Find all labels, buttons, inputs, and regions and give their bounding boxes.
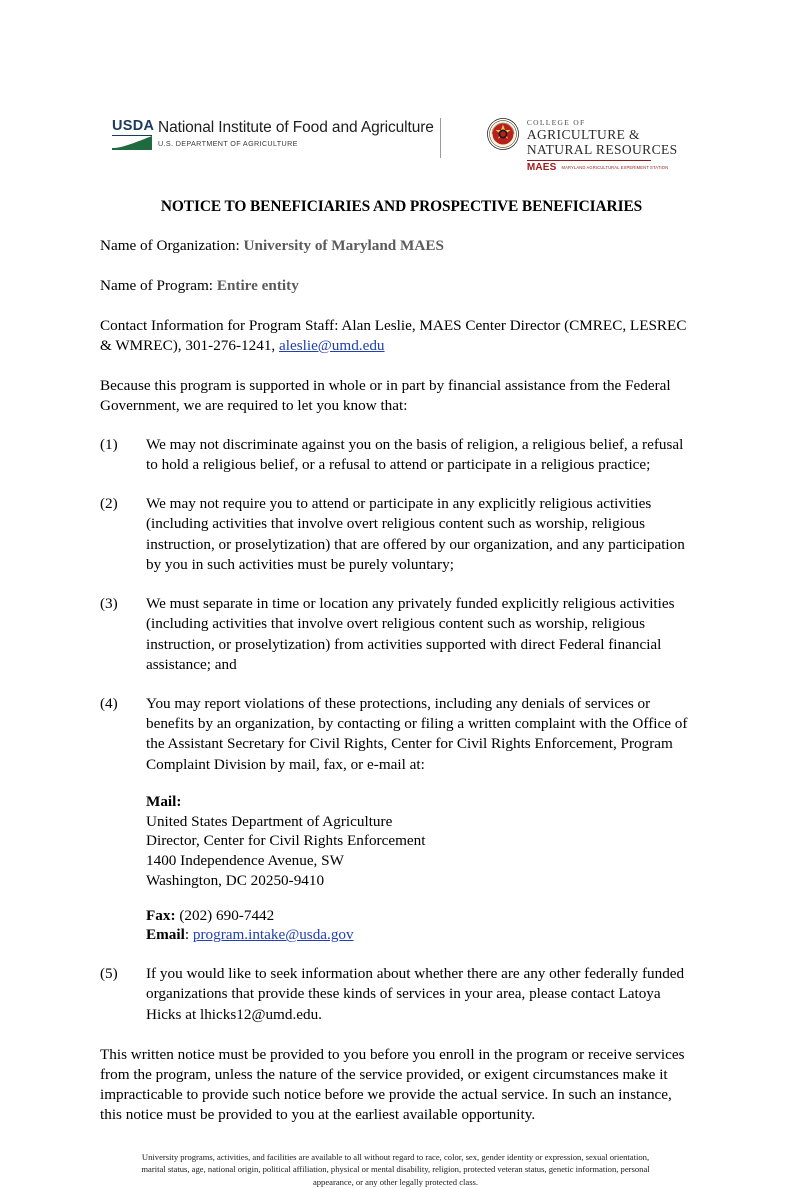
- email-line: [146, 925, 691, 945]
- page-title: NOTICE TO BENEFICIARIES AND PROSPECTIVE BENEFICIARIES: [160, 198, 643, 215]
- usda-email-link[interactable]: program.intake@usda.gov: [192, 926, 354, 944]
- mail-label: Mail:: [146, 792, 182, 810]
- logo-divider: [440, 118, 441, 158]
- field-program-label: Name of Program:: [100, 276, 214, 294]
- list-item-text: We may not require you to attend or participate in any explicitly religious activities (including activities that involve overt religious content such as worship, religious instruction, or proselytization) that are offered by our organization, and any participation by you in such activities must be purely voluntary;: [146, 495, 685, 573]
- usda-agency-title: National Institute of Food and Agriculture: [158, 119, 434, 136]
- maes-wordmark: MAES: [526, 162, 557, 174]
- list-item-number: (2): [100, 495, 118, 513]
- maes-row: [527, 162, 678, 173]
- mail-address-line-4: Washington, DC 20250-9410: [146, 871, 325, 889]
- fax-line: [146, 906, 691, 926]
- list-item: [100, 435, 691, 475]
- closing-paragraph: This written notice must be provided to you before you enroll in the program or receive services from the program, unless the nature of the service provided, or exigent circumstances make it impracticable to provide such notice before we provide the actual service. In such an instance, this notice must be provided to you at the earliest available opportunity.: [100, 1045, 685, 1123]
- header-logos: [100, 0, 691, 180]
- usda-mark: [112, 118, 155, 151]
- mail-address-line-1: United States Department of Agriculture: [146, 812, 393, 830]
- list-item: [100, 964, 691, 1025]
- list-item-number: (5): [100, 965, 118, 983]
- contact-email-link[interactable]: aleslie@umd.edu: [279, 336, 385, 354]
- list-item: [100, 694, 691, 775]
- usda-swoosh-icon: [112, 135, 152, 151]
- field-organization: [100, 236, 691, 256]
- cans-eyebrow: COLLEGE OF: [526, 118, 586, 127]
- fax-value: (202) 690-7442: [175, 906, 275, 924]
- email-label: Email: [146, 926, 185, 944]
- field-program-value: Entire entity: [216, 276, 299, 294]
- list-item: [100, 594, 691, 675]
- list-item-text: If you would like to seek information about whether there are any other federally funded organizations that provide these kinds of services in your area, please contact Latoya Hicks at lhicks12@umd.edu.: [146, 965, 685, 1023]
- list-item-number: (4): [100, 694, 118, 712]
- usda-wordmark: USDA: [112, 118, 155, 134]
- list-item-text: We must separate in time or location any privately funded explicitly religious activities (including activities that involve overt religious content such as worship, religious instruction, or proselytization) from activities supported with direct Federal financial assistance; and: [146, 595, 675, 673]
- cans-line-2: NATURAL RESOURCES: [526, 142, 678, 158]
- umd-seal-icon: [487, 118, 519, 150]
- list-item-text: You may report violations of these protections, including any denials of services or benefits by an organization, by contacting or filing a written complaint with the Office of the Assistant Secretary for Civil Rights, Center for Civil Rights Enforcement, Program Complaint Division by mail, fax, or e-mail at:: [146, 694, 688, 773]
- usda-text-block: [158, 118, 434, 148]
- mail-contact-block: [146, 792, 691, 945]
- field-organization-value: University of Maryland MAES: [243, 237, 444, 254]
- list-item: [100, 494, 691, 575]
- fax-label: Fax:: [146, 906, 176, 924]
- list-item-text: We may not discriminate against you on the basis of religion, a religious belief, a refusal to hold a religious belief, or a refusal to attend or participate in a religious practice;: [146, 435, 684, 473]
- list-item-number: (3): [100, 595, 118, 613]
- usda-department-subtitle: U.S. DEPARTMENT OF AGRICULTURE: [158, 139, 298, 149]
- mail-address-line-3: 1400 Independence Avenue, SW: [146, 852, 344, 870]
- contact-information: [100, 316, 691, 356]
- field-organization-label: Name of Organization:: [100, 237, 240, 254]
- mail-address-line-2: Director, Center for Civil Rights Enforcement: [146, 832, 426, 850]
- contact-label: Contact Information for Program Staff:: [100, 316, 339, 334]
- cans-text-block: [527, 118, 678, 173]
- list-item-number: (1): [100, 435, 118, 453]
- email-separator: :: [184, 926, 193, 944]
- cans-line-1: AGRICULTURE &: [526, 126, 640, 142]
- intro-paragraph: Because this program is supported in whole or in part by financial assistance from the Federal Government, we are required to let you know that:: [100, 376, 671, 414]
- umd-cans-logo: [487, 118, 678, 173]
- field-program: [100, 276, 691, 296]
- cans-rule: [527, 160, 651, 161]
- nondiscrimination-footer: University programs, activities, and facilities are available to all without regard to race, color, sex, gender identity or expression, sexual orientation, marital status, age, national origin, political affiliation, physical or mental disability, religion, protected veteran status, genetic information, personal appearance, or any other legally protected class.: [141, 1151, 650, 1187]
- usda-logo: [112, 118, 434, 151]
- maes-station-name: MARYLAND AGRICULTURAL EXPERIMENT STATION: [561, 165, 669, 171]
- mail-block-spacer: [146, 891, 691, 906]
- contact-details: Alan Leslie, MAES Center Director (CMREC, LESREC & WMREC), 301-276-1241,: [100, 316, 687, 354]
